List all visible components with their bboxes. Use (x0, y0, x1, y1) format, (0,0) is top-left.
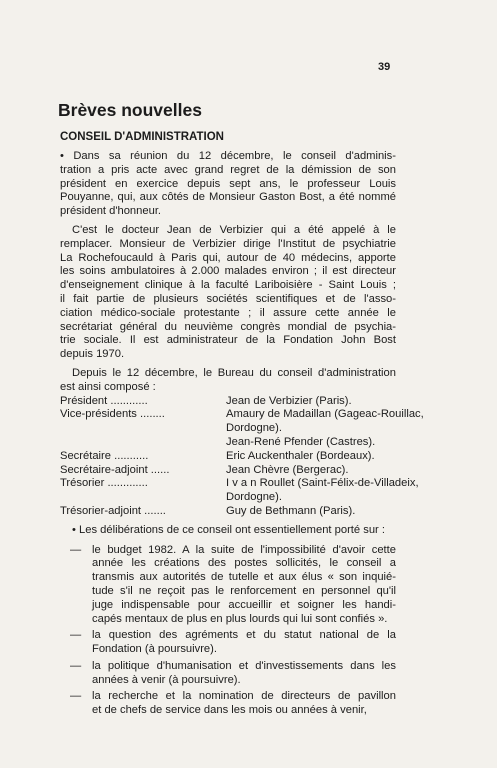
text-line: La Rochefoucauld à Paris qui, autour de 40 médecins, apporte (60, 251, 396, 264)
text-line: capés mentaux de plus en plus lourds qui lui sont confiés ». (92, 612, 388, 625)
text-line: le budget 1982. A la suite de l'impossibilité d'avoir cette (92, 543, 396, 556)
bureau-row (60, 395, 396, 409)
bureau-member: Amaury de Madaillan (Gageac-Rouillac, (226, 408, 424, 421)
bureau-list (60, 394, 424, 519)
text-line: est ainsi composé : (60, 380, 156, 393)
text-line: tude s'il ne reçoit pas le renforcement en personnel qu'il (92, 584, 396, 597)
bureau-role: Trésorier-adjoint (60, 504, 142, 517)
bureau-member-cont: Dordogne). (226, 422, 282, 435)
text-line: C'est le docteur Jean de Verbizier qui a été appelé à le (72, 223, 396, 236)
bureau-member: Guy de Bethmann (Paris). (226, 504, 356, 517)
text-line: remplacer. Monsieur de Verbizier dirige l'Institut de psychiatrie (60, 237, 396, 250)
bureau-row (60, 408, 424, 422)
text-line: depuis 1970. (60, 348, 125, 361)
page-number: 39 (378, 61, 391, 73)
dash-marker: — (70, 543, 82, 556)
section-title: Brèves nouvelles (58, 100, 202, 120)
text-line: il fait partie de plusieurs sociétés scientifiques et de l'asso- (60, 292, 396, 305)
list-item (60, 544, 396, 627)
bureau-member: Jean Chèvre (Bergerac). (226, 463, 349, 476)
bureau-row (60, 505, 396, 519)
leader-dots: ........ (136, 408, 165, 421)
text-line: ciation médico-sociale protestante ; il assure cette année le (60, 306, 396, 319)
leader-dots: ...... (147, 463, 170, 476)
bureau-member: Jean de Verbizier (Paris). (226, 394, 352, 407)
text-line: la recherche et la nomination de directeurs de pavillon (92, 690, 396, 703)
paragraph-new-president (60, 224, 396, 362)
text-line: la question des agréments et du statut national de la (92, 629, 396, 642)
leader-dots: ....... (141, 504, 166, 517)
text-line: président en exercice depuis sept ans, le professeur Louis (60, 177, 396, 190)
text-line: la politique d'humanisation et d'investissements dans les (92, 659, 396, 672)
dash-marker: — (70, 690, 82, 703)
text-line: d'enseignement clinique à la faculté Lariboisière - Saint Louis ; (60, 279, 396, 292)
text-line: tration a pris acte avec grand regret de la démission de son (60, 163, 396, 176)
bureau-role: Vice-présidents (60, 408, 137, 421)
bureau-role: Secrétaire-adjoint (60, 463, 148, 476)
list-item (60, 660, 396, 688)
text-line: Fondation (à poursuivre). (92, 643, 217, 656)
text-line: année les créations des postes sollicités, le conseil a (92, 557, 396, 570)
text-line: juge indispensable pour accueillir et soigner les handi- (92, 598, 396, 611)
paragraph-deliberations (60, 524, 396, 538)
paragraph-announcement (60, 150, 396, 219)
bureau-member: I v a n Roullet (Saint-Félix-de-Villadeix, (226, 477, 419, 490)
paragraph-bureau-intro (60, 367, 396, 395)
subsection-title: CONSEIL D'ADMINISTRATION (60, 131, 224, 143)
text-line: • Les délibérations de ce conseil ont essentiellement porté sur : (72, 523, 385, 536)
dash-marker: — (70, 659, 82, 672)
leader-dots: ............ (107, 394, 148, 407)
bureau-role: Président (60, 394, 108, 407)
leader-dots: ........... (111, 449, 149, 462)
text-line: trie sociale. Il est administrateur de la Fondation John Bost (60, 334, 396, 347)
bureau-member-cont: Jean-René Pfender (Castres). (226, 435, 376, 448)
bureau-role: Secrétaire (60, 449, 111, 462)
deliberation-list (60, 544, 396, 719)
text-line: secrétariat général du neuvième congrès mondial de psychia- (60, 320, 396, 333)
text-line: président d'honneur. (60, 205, 162, 218)
text-line: • Dans sa réunion du 12 décembre, le conseil d'adminis- (60, 150, 396, 162)
leader-dots: ............. (104, 477, 148, 490)
text-line: les soins ambulatoires à 2.000 malades environ ; il est directeur (60, 265, 396, 278)
bureau-row (60, 450, 396, 464)
text-line: et de chefs de service dans les mois ou années à venir, (92, 704, 367, 717)
article-body (60, 150, 424, 721)
bureau-member: Eric Auckenthaler (Bordeaux). (226, 449, 375, 462)
text-line: Pouyanne, qui, aux côtés de Monsieur Gaston Bost, a été nommé (60, 191, 396, 204)
text-line: transmis aux autorités de tutelle et aux élus « son inquié- (92, 571, 396, 584)
bureau-member-cont: Dordogne). (226, 491, 282, 504)
list-item (60, 629, 396, 657)
bureau-role: Trésorier (60, 477, 105, 490)
text-line: Depuis le 12 décembre, le Bureau du conseil d'administration (72, 366, 396, 379)
text-line: années à venir (à poursuivre). (92, 673, 241, 686)
bureau-row (60, 464, 396, 478)
dash-marker: — (70, 629, 82, 642)
bureau-row (60, 477, 419, 491)
list-item (60, 690, 396, 718)
